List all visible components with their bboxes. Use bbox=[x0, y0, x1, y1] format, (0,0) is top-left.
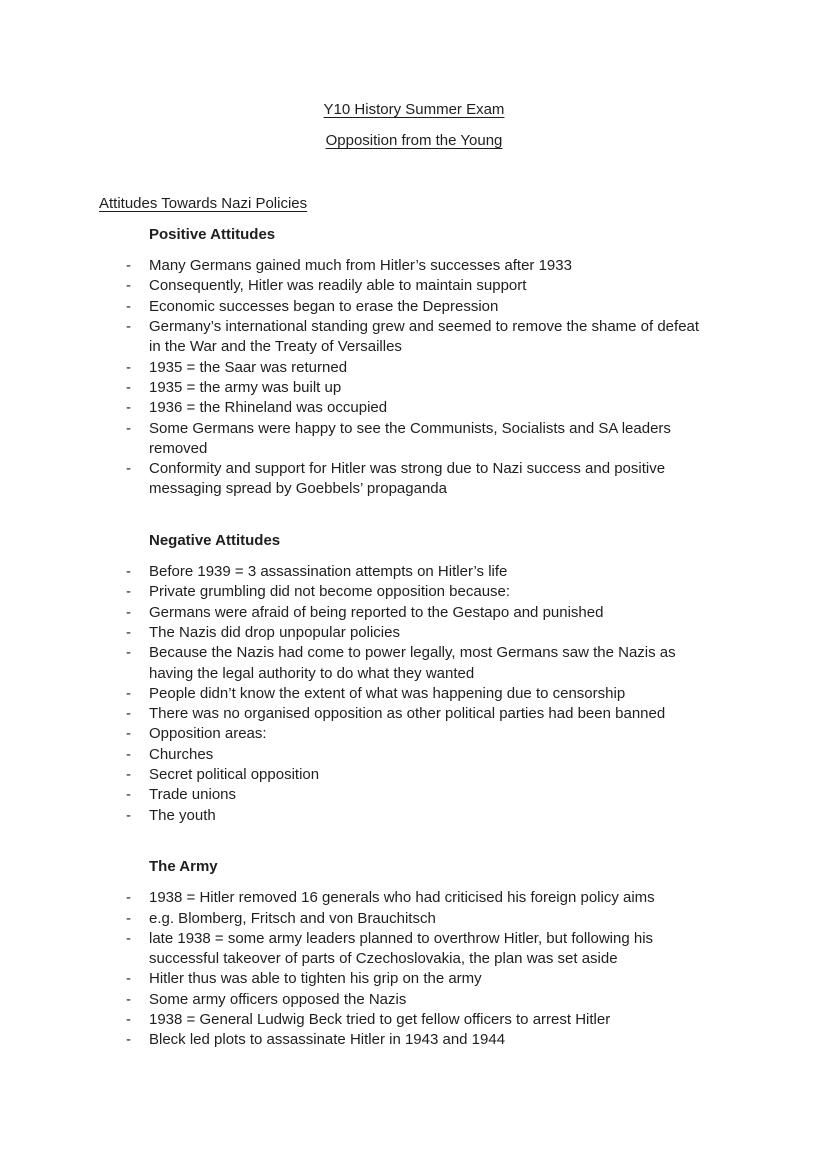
bullet-item bbox=[126, 643, 729, 684]
bullet-item bbox=[126, 724, 729, 744]
bullet-dash: - bbox=[126, 990, 131, 1008]
bullet-text: 1938 = General Ludwig Beck tried to get fellow officers to arrest Hitler bbox=[149, 1010, 611, 1028]
bullet-dash: - bbox=[126, 725, 131, 743]
bullet-dash: - bbox=[126, 603, 131, 621]
section-heading-negative-attitudes: Negative Attitudes bbox=[149, 531, 281, 549]
bullet-dash: - bbox=[126, 257, 131, 275]
bullet-item bbox=[126, 419, 729, 460]
bullet-text: There was no organised opposition as other political parties had been banned bbox=[149, 705, 666, 723]
bullet-dash: - bbox=[126, 358, 131, 376]
bullet-text: The Nazis did drop unpopular policies bbox=[149, 623, 400, 641]
bullet-item bbox=[126, 459, 729, 500]
bullet-item bbox=[126, 398, 729, 418]
bullet-text: Some army officers opposed the Nazis bbox=[149, 990, 407, 1008]
bullet-item bbox=[126, 582, 729, 602]
bullet-text: Many Germans gained much from Hitler’s successes after 1933 bbox=[149, 257, 572, 275]
bullet-text: 1935 = the army was built up bbox=[149, 378, 342, 396]
bullet-dash: - bbox=[126, 277, 131, 295]
bullet-item bbox=[126, 297, 729, 317]
bullet-dash: - bbox=[126, 889, 131, 907]
bullet-item bbox=[126, 745, 729, 765]
bullet-text: Economic successes began to erase the Depression bbox=[149, 297, 499, 315]
bullet-item bbox=[126, 358, 729, 378]
bullet-text: late 1938 = some army leaders planned to overthrow Hitler, but following his successful takeover of parts of Czechoslovakia, the plan was set aside bbox=[149, 929, 654, 968]
bullet-item bbox=[126, 623, 729, 643]
bullet-text: Some Germans were happy to see the Communists, Socialists and SA leaders removed bbox=[149, 419, 671, 457]
bullet-item bbox=[126, 969, 729, 989]
bullet-text: Consequently, Hitler was readily able to maintain support bbox=[149, 277, 527, 295]
bullet-text: Trade unions bbox=[149, 786, 236, 804]
bullet-item bbox=[126, 704, 729, 724]
bullet-item bbox=[126, 909, 729, 929]
bullet-item bbox=[126, 256, 729, 276]
section-heading-positive-attitudes: Positive Attitudes bbox=[149, 225, 276, 243]
bullet-dash: - bbox=[126, 909, 131, 927]
bullet-text: The youth bbox=[149, 806, 216, 824]
bullet-text: Bleck led plots to assassinate Hitler in 1943 and 1944 bbox=[149, 1031, 506, 1049]
bullet-dash: - bbox=[126, 1010, 131, 1028]
bullet-text: Churches bbox=[149, 745, 214, 763]
bullet-item bbox=[126, 1010, 729, 1030]
bullet-dash: - bbox=[126, 705, 131, 723]
bullet-dash: - bbox=[126, 644, 131, 662]
bullet-dash: - bbox=[126, 970, 131, 988]
bullet-text: Secret political opposition bbox=[149, 766, 320, 784]
bullet-text: e.g. Blomberg, Fritsch and von Brauchitsch bbox=[149, 909, 436, 927]
bullet-item bbox=[126, 806, 729, 826]
bullet-dash: - bbox=[126, 929, 131, 947]
bullet-text: Before 1939 = 3 assassination attempts on Hitler’s life bbox=[149, 563, 508, 581]
section-positive-attitudes bbox=[99, 225, 729, 500]
bullet-item bbox=[126, 378, 729, 398]
bullet-item bbox=[126, 929, 729, 970]
bullet-text: Opposition areas: bbox=[149, 725, 267, 743]
bullet-dash: - bbox=[126, 806, 131, 824]
bullet-item bbox=[126, 684, 729, 704]
bullet-item bbox=[126, 276, 729, 296]
bullet-dash: - bbox=[126, 745, 131, 763]
bullet-list-positive-attitudes bbox=[99, 256, 729, 500]
main-section-heading: Attitudes Towards Nazi Policies bbox=[99, 194, 308, 212]
bullet-dash: - bbox=[126, 563, 131, 581]
bullet-item bbox=[126, 785, 729, 805]
bullet-dash: - bbox=[126, 297, 131, 315]
section-the-army bbox=[99, 857, 729, 1051]
bullet-list-negative-attitudes bbox=[99, 562, 729, 826]
bullet-dash: - bbox=[126, 786, 131, 804]
bullet-text: 1935 = the Saar was returned bbox=[149, 358, 348, 376]
bullet-text: People didn’t know the extent of what was happening due to censorship bbox=[149, 684, 626, 702]
bullet-text: Germany’s international standing grew and seemed to remove the shame of defeat in the War and the Treaty of Versailles bbox=[149, 318, 700, 356]
bullet-dash: - bbox=[126, 1031, 131, 1049]
bullet-list-the-army bbox=[99, 888, 729, 1050]
section-heading-the-army: The Army bbox=[149, 857, 218, 875]
bullet-text: Hitler thus was able to tighten his grip on the army bbox=[149, 970, 482, 988]
bullet-item bbox=[126, 990, 729, 1010]
bullet-dash: - bbox=[126, 419, 131, 437]
bullet-text: Private grumbling did not become opposition because: bbox=[149, 583, 511, 601]
bullet-dash: - bbox=[126, 684, 131, 702]
bullet-item bbox=[126, 317, 729, 358]
bullet-item bbox=[126, 1030, 729, 1050]
bullet-dash: - bbox=[126, 766, 131, 784]
bullet-dash: - bbox=[126, 460, 131, 478]
bullet-dash: - bbox=[126, 623, 131, 641]
bullet-dash: - bbox=[126, 583, 131, 601]
bullet-text: Germans were afraid of being reported to the Gestapo and punished bbox=[149, 603, 604, 621]
bullet-dash: - bbox=[126, 399, 131, 417]
bullet-item bbox=[126, 562, 729, 582]
bullet-item bbox=[126, 603, 729, 623]
bullet-text: Because the Nazis had come to power legally, most Germans saw the Nazis as having the legal authority to do what they wanted bbox=[149, 644, 676, 682]
bullet-item bbox=[126, 888, 729, 908]
section-negative-attitudes bbox=[99, 531, 729, 826]
bullet-dash: - bbox=[126, 378, 131, 396]
bullet-text: 1936 = the Rhineland was occupied bbox=[149, 399, 388, 417]
document-subtitle: Opposition from the Young bbox=[325, 132, 503, 150]
bullet-item bbox=[126, 765, 729, 785]
bullet-text: Conformity and support for Hitler was strong due to Nazi success and positive messaging spread by Goebbels’ propaganda bbox=[149, 460, 666, 498]
bullet-text: 1938 = Hitler removed 16 generals who had criticised his foreign policy aims bbox=[149, 889, 655, 907]
bullet-dash: - bbox=[126, 318, 131, 336]
document-title: Y10 History Summer Exam bbox=[323, 101, 505, 118]
